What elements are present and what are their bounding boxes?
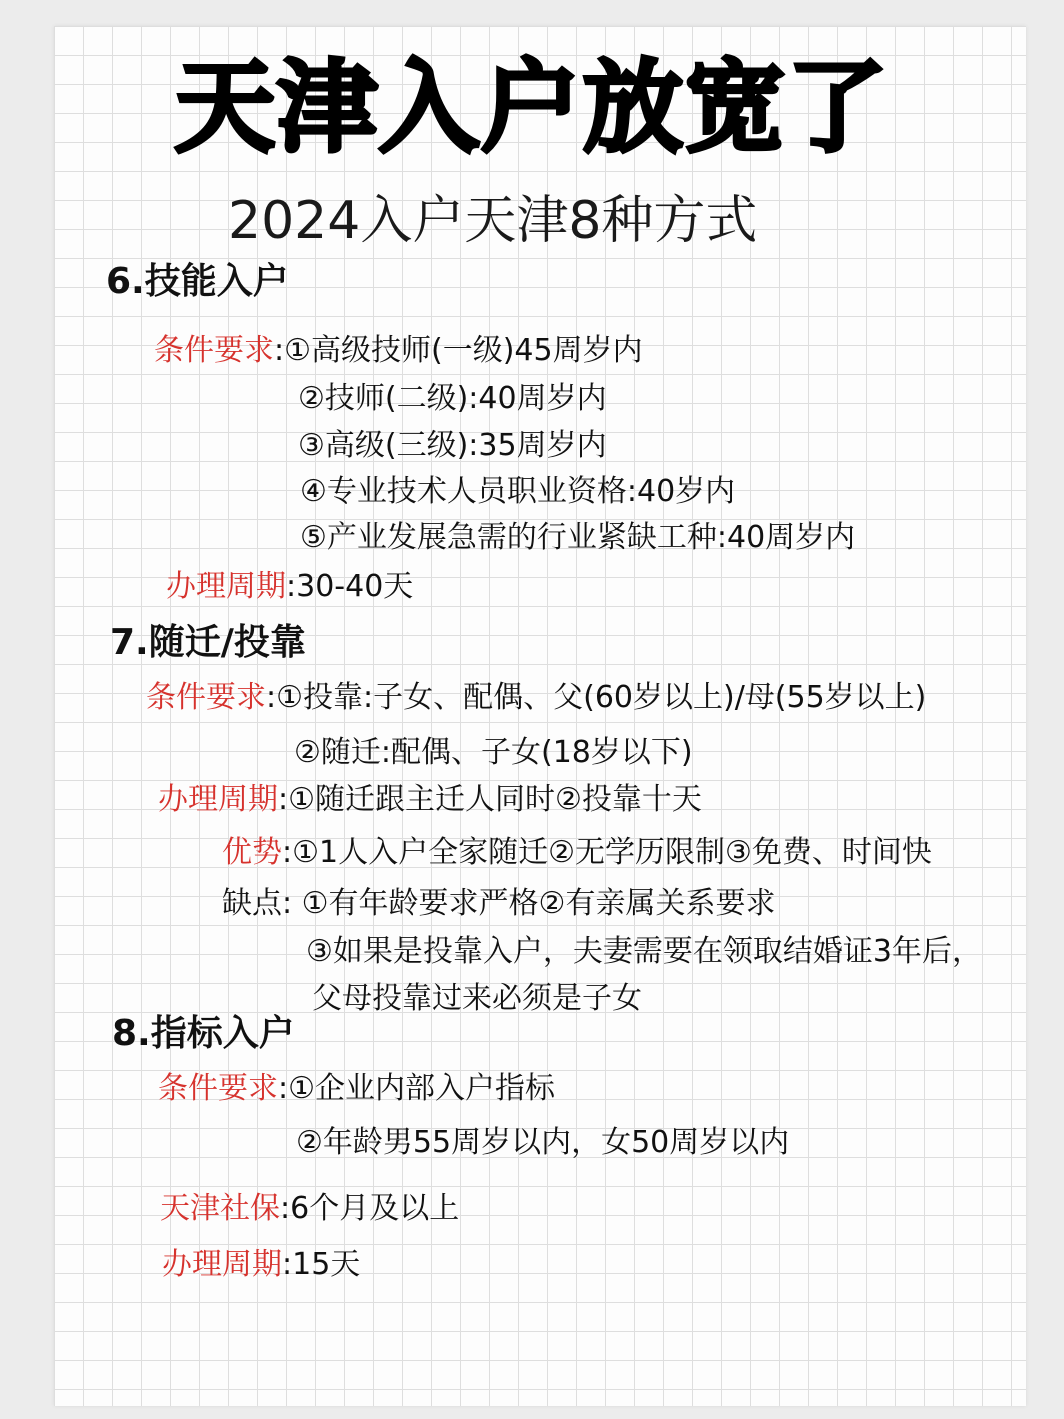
section-7-condition-item: :①投靠:子女、配偶、父(60岁以上)/母(55岁以上) bbox=[266, 680, 927, 715]
section-6-condition-item: ③高级(三级):35周岁内 bbox=[298, 428, 607, 463]
section-6-period-value: :30-40天 bbox=[286, 569, 414, 604]
section-7-disadvantage-row bbox=[222, 886, 776, 921]
section-8-period-value: :15天 bbox=[282, 1247, 361, 1282]
section-8-period-row bbox=[162, 1247, 361, 1282]
section-7-disadvantage-label: 缺点: bbox=[222, 886, 293, 921]
section-6-condition-item: ⑤产业发展急需的行业紧缺工种:40周岁内 bbox=[300, 520, 856, 555]
section-8-period-label: 办理周期 bbox=[162, 1247, 282, 1282]
page-title: 天津入户放宽了 bbox=[175, 49, 889, 166]
section-6-period-label: 办理周期 bbox=[166, 569, 286, 604]
section-6-condition-row bbox=[154, 333, 643, 368]
section-8-social-row bbox=[160, 1191, 460, 1226]
section-8-condition-row bbox=[158, 1071, 556, 1106]
section-8-condition-item: :①企业内部入户指标 bbox=[278, 1071, 556, 1106]
section-7-period-row bbox=[158, 782, 702, 817]
section-7-condition-item: ②随迁:配偶、子女(18岁以下) bbox=[294, 735, 693, 770]
section-6-heading: 6.技能入户 bbox=[106, 261, 289, 302]
section-7-heading: 7.随迁/投靠 bbox=[110, 622, 306, 663]
section-7-disadvantage-item: ①有年龄要求严格②有亲属关系要求 bbox=[301, 886, 776, 921]
section-7-condition-row bbox=[146, 680, 927, 715]
section-8-condition-label: 条件要求 bbox=[158, 1071, 278, 1106]
section-7-advantage-label: 优势 bbox=[222, 835, 282, 870]
section-7-disadvantage-item: ③如果是投靠入户，夫妻需要在领取结婚证3年后， bbox=[306, 934, 982, 969]
section-8-condition-item: ②年龄男55周岁以内，女50周岁以内 bbox=[296, 1125, 790, 1160]
section-7-advantage-row bbox=[222, 835, 932, 870]
section-6-condition-item: ④专业技术人员职业资格:40岁内 bbox=[300, 474, 736, 509]
section-6-period-row bbox=[166, 569, 414, 604]
section-6-condition-label: 条件要求 bbox=[154, 333, 274, 368]
section-6-condition-item: :①高级技师(一级)45周岁内 bbox=[274, 333, 643, 368]
section-7-advantage-value: :①1人入户全家随迁②无学历限制③免费、时间快 bbox=[282, 835, 932, 870]
section-7-period-label: 办理周期 bbox=[158, 782, 278, 817]
section-7-condition-label: 条件要求 bbox=[146, 680, 266, 715]
section-8-social-label: 天津社保 bbox=[160, 1191, 280, 1226]
section-6-condition-item: ②技师(二级):40周岁内 bbox=[298, 381, 607, 416]
section-8-heading: 8.指标入户 bbox=[112, 1013, 295, 1054]
section-7-disadvantage-item: 父母投靠过来必须是子女 bbox=[312, 981, 642, 1016]
section-7-period-value: :①随迁跟主迁人同时②投靠十天 bbox=[278, 782, 702, 817]
page-subtitle: 2024入户天津8种方式 bbox=[228, 191, 758, 251]
section-8-social-value: :6个月及以上 bbox=[280, 1191, 460, 1226]
